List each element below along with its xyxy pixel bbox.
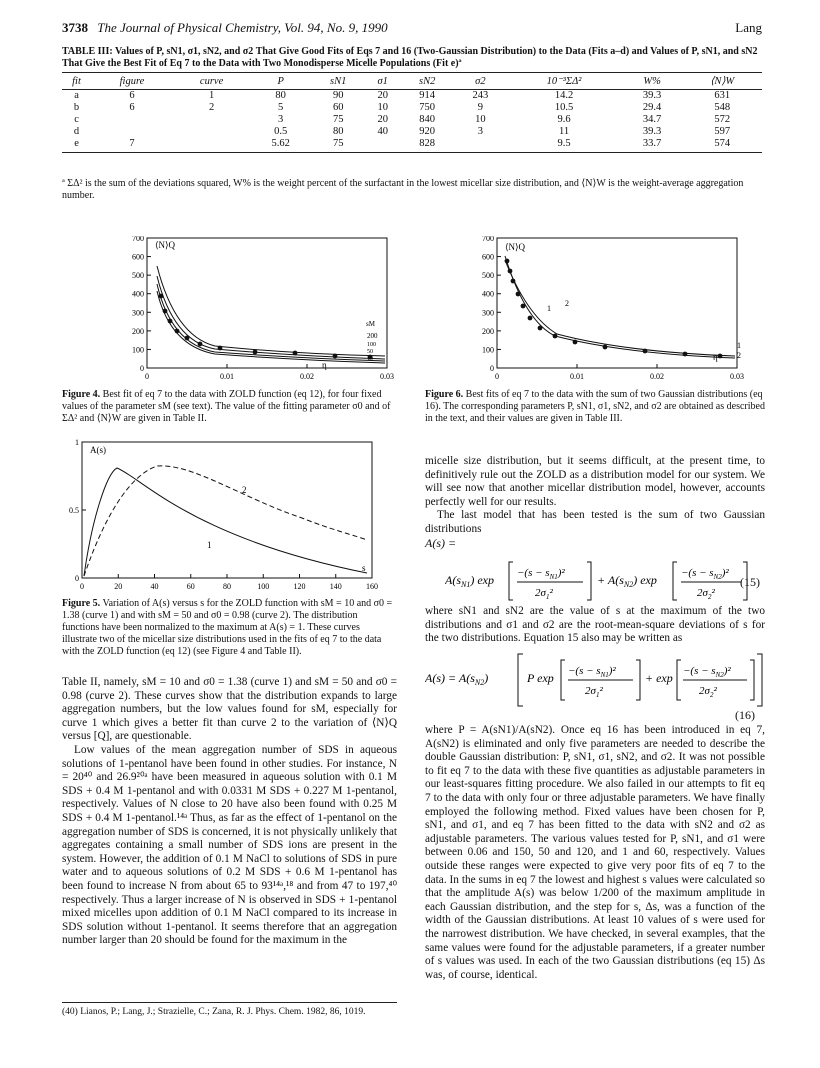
table-cell: 10 — [475, 114, 486, 125]
table-cell: e — [62, 138, 91, 153]
table-cell: 5.62 — [250, 138, 311, 153]
figure-4-ytick-label: 700 — [132, 236, 144, 243]
table-cell: 80 — [332, 126, 344, 137]
figure-5-caption-text: Variation of A(s) versus s for the ZOLD function with sM = 10 and σ0 = 1.38 (curve 1) and with sM = 50 and σ0 = 0.98 (curve 2). The distribution functions have been normalized to the maximum at A(s) = 1. These curves illustrate two of the micellar size distributions used in the fits of eq 7 to the data with the ZOLD function (eq 12) (see Figure 4 and Table II). — [62, 598, 393, 657]
table-cell: 33.7 — [622, 138, 683, 153]
svg-text:2σ2²: $2\sigma_2^2$ — [697, 587, 715, 601]
table-cell: 574 — [683, 138, 762, 153]
table-cell — [173, 138, 250, 153]
right-paragraph-3: where sN1 and sN2 are the value of s at the maximum of the two distributions and σ1 and σ2 are the root-mean-square deviations of s for the two distributions. Equation 15 also may be written as — [425, 605, 765, 645]
figure-4-plot — [95, 236, 395, 386]
figure-5-caption-label: Figure 5. — [62, 598, 101, 609]
svg-text:P exp: P exp — [527, 671, 554, 685]
figure-5-xtick-label: 80 — [223, 582, 231, 591]
figure-4-curve-50 — [157, 284, 385, 361]
figure-6-right-label-1: 1 — [737, 341, 741, 350]
svg-text:2σ2²: $2\sigma_2^2$ — [699, 685, 717, 699]
figure-4-xtick-label: 0.01 — [220, 372, 234, 381]
figure-4-caption-text: Best fit of eq 7 to the data with ZOLD function (eq 12), for four fixed values of the parameter sM (see text). The value of the fitting parameter σ0 and of ΣΔ² and ⟨N⟩W are given in Table II. — [62, 389, 391, 424]
table-cell: 7 — [91, 138, 173, 153]
table-cell: 11 — [558, 126, 570, 137]
table-cell — [365, 138, 400, 153]
figure-6-plot — [465, 236, 765, 386]
figure-5-label-2: 2 — [242, 485, 247, 495]
figure-6-ytick-label: 200 — [482, 326, 494, 336]
table-cell — [173, 114, 250, 126]
figure-4-xvar: η — [322, 360, 327, 370]
table-header-cell: fit — [62, 73, 91, 90]
table-cell: d — [73, 126, 80, 137]
figure-6-ytick-label: 300 — [482, 308, 494, 318]
table-cell: 9 — [477, 102, 483, 113]
figure-5-curve-2 — [84, 466, 367, 576]
figure-6-ytick-label: 400 — [482, 289, 494, 299]
figure-6-ytick-label: 100 — [482, 345, 494, 355]
table-row — [62, 114, 762, 126]
table-header-cell: σ2 — [454, 73, 506, 90]
table-cell: 6 — [129, 90, 135, 101]
figure-4-xtick-label: 0.03 — [380, 372, 394, 381]
figure-5-ytick-label: 0 — [75, 574, 79, 583]
footnote-rule — [62, 1002, 397, 1003]
figure-5-label-1: 1 — [207, 540, 212, 550]
figure-4-caption-label: Figure 4. — [62, 389, 101, 400]
figure-4-curve-10 — [157, 291, 385, 363]
figure-5-xtick-label: 120 — [293, 582, 306, 591]
table-cell: 40 — [377, 126, 388, 137]
table-cell: 597 — [714, 126, 731, 137]
table-cell: 14.2 — [554, 90, 574, 101]
table-cell: 0.5 — [274, 126, 288, 137]
table-cell: 75 — [332, 114, 344, 125]
table-cell: 243 — [472, 90, 489, 101]
table-cell: 3 — [477, 126, 483, 137]
figure-6-curve-2 — [505, 260, 735, 356]
table-header-cell: 10⁻³ΣΔ² — [506, 73, 621, 90]
table-cell: 548 — [714, 102, 731, 113]
figure-6-ytick-label: 700 — [482, 236, 494, 243]
figure-5-ylabel: A(s) — [90, 445, 106, 455]
figure-5-xtick-label: 40 — [150, 582, 159, 591]
table-header-cell: sN2 — [400, 73, 454, 90]
figure-5-ytick-label: 0.5 — [69, 506, 79, 515]
table-cell: 3 — [278, 114, 284, 125]
svg-text:−(s − sN2)²: $-(s - s_{N2})^2$ — [681, 567, 729, 581]
figure-6-ytick-label: 500 — [482, 271, 494, 281]
figure-5-caption — [62, 598, 397, 658]
table-cell: a — [74, 90, 79, 101]
figure-5-xtick-label: 140 — [329, 582, 342, 591]
table-cell: 20 — [377, 114, 388, 125]
figure-4-svg — [95, 236, 395, 386]
table-cell: 34.7 — [642, 114, 662, 125]
table-cell: 9.6 — [557, 114, 571, 125]
left-column-text — [62, 676, 397, 948]
table-row — [62, 126, 762, 138]
table-cell — [173, 126, 250, 138]
equation-15-svg — [445, 556, 765, 606]
figure-5-xtick-label: 0 — [80, 582, 84, 591]
svg-text:−(s − sN1)²: $-(s - s_{N1})^2$ — [568, 665, 616, 679]
equation-15-lhs: A(s) = — [425, 536, 457, 550]
svg-text:−(s − sN1)²: $-(s - s_{N1})^2$ — [517, 567, 565, 581]
svg-text:A(s) = A(sN2): $A(s) = A(s_{N2})$ — [425, 671, 489, 687]
equation-15-number: (15) — [740, 575, 760, 589]
figure-4-ytick-label: 400 — [132, 289, 144, 299]
equation-16 — [425, 652, 765, 708]
right-paragraph-4: where P = A(sN1)/A(sN2). Once eq 16 has been introduced in eq 7, A(sN2) is eliminated and only five parameters are needed to describe the double Gaussian distribution: P, sN1, σ1, sN2, and σ2. It was not possible to fit eq 7 to the data with these five quantities as adjustable parameters in our least-squares fitting procedure. We also failed in our attempts to fit eq 7 to the data with only four or three adjustable parameters. We have finally employed the following method. Fixed values have been chosen for P, sN1, and σ1, and eq 7 has been fitted to the data with sN2 and σ2 as adjustable parameters. The various values tested for P, sN1, and σ1 were between 0.06 and 150, 50 and 120, and 1 and 60, respectively. Values outside these ranges were expected to give very poor fits of eq 7 to the data. In the sums in eq 7 the lowest and highest s values were calculated so that the amplitude A(s) was below 1/200 of the maximum amplitude in each Gaussian distribution, and the step for s, Δs, was a function of the width of the Gaussian distributions. At least 10 values of s were used for the narrowest distribution. We have checked, in several examples, that the same values were found for the adjustable parameters, if a greater number of s values was used. In each of the two Gaussian distributions (eq 15) Δs was, of course, identical. — [425, 724, 765, 981]
table-header-cell: sN1 — [311, 73, 365, 90]
table-header-cell: curve — [173, 73, 250, 90]
figure-4-ytick-label: 600 — [132, 252, 144, 262]
footnote: (40) Lianos, P.; Lang, J.; Strazielle, C.; Zana, R. J. Phys. Chem. 1982, 86, 1019. — [62, 1007, 366, 1017]
table-cell: 572 — [714, 114, 731, 125]
table-cell: c — [74, 114, 79, 125]
table-cell: 6 — [129, 102, 135, 113]
right-column-top — [425, 455, 765, 537]
table-row — [62, 90, 762, 103]
figure-4-xtick-label: 0 — [145, 372, 149, 381]
table-cell: 80 — [275, 90, 286, 101]
right-paragraph-2: The last model that has been tested is the sum of two Gaussian distributions — [425, 509, 765, 535]
figure-6-curve-1 — [505, 256, 735, 358]
figure-5-xtick-label: 20 — [114, 582, 123, 591]
figure-4-ytick-label: 0 — [140, 364, 144, 373]
table-cell: b — [73, 102, 80, 113]
table-cell: 828 — [400, 138, 454, 153]
page-header — [62, 20, 762, 36]
table-header-cell: ⟨N⟩W — [683, 73, 762, 90]
left-paragraph-1: Table II, namely, sM = 10 and σ0 = 1.38 (curve 1) and sM = 50 and σ0 = 0.98 (curve 2). These curves show that the distribution expands to large aggregation numbers, but the low values found for sM, especially for curve 1 which gives a better fit than curve 2 to the variation of ⟨N⟩Q versus [Q], are questionable. — [62, 676, 397, 743]
table-body — [62, 90, 762, 153]
equation-16-svg — [425, 652, 765, 708]
equation-15 — [445, 556, 765, 606]
table-cell: 1 — [208, 90, 215, 101]
table-cell: 9.5 — [506, 138, 621, 153]
figure-6-svg — [465, 236, 765, 386]
svg-text:+ exp: + exp — [645, 671, 673, 685]
figure-5-xtick-label: 60 — [186, 582, 195, 591]
figure-4-ylabel: ⟨N⟩Q — [155, 240, 176, 250]
svg-text:−(s − sN2)²: $-(s - s_{N2})^2$ — [683, 665, 731, 679]
figure-5-xlabel: s — [362, 563, 366, 573]
figure-6-xtick-label: 0 — [495, 372, 499, 381]
table-cell: 29.4 — [642, 102, 662, 113]
table-row — [62, 102, 762, 114]
figure-5-curve-1 — [84, 468, 367, 576]
figure-6-ylabel: ⟨N⟩Q — [505, 242, 526, 252]
table-header-row — [62, 73, 762, 90]
figure-6-right-label-2: 2 — [737, 351, 741, 360]
figure-6-xtick-label: 0.02 — [650, 372, 664, 381]
figure-6-label-2: 2 — [565, 299, 569, 308]
table-cell: 75 — [311, 138, 365, 153]
figure-6-caption — [425, 389, 765, 425]
table-footnote: ª ΣΔ² is the sum of the deviations squared, W% is the weight percent of the surfactant in the lowest micellar size distribution, and ⟨N⟩W is the weight-average aggregation number. — [62, 178, 744, 201]
figure-6-caption-label: Figure 6. — [425, 389, 464, 400]
journal-name: The Journal of Physical Chemistry, Vol. 94, No. 9, 1990 — [97, 20, 388, 35]
table-row — [62, 138, 762, 153]
figure-6-xvar: η — [713, 352, 718, 362]
equation-16-number: (16) — [735, 708, 755, 722]
table-cell: 2 — [208, 102, 215, 113]
right-column-bottom — [425, 724, 765, 982]
table-caption: TABLE III: Values of P, sN1, σ1, sN2, and σ2 That Give Good Fits of Eqs 7 and 16 (Two-Gaussian Distribution) to the Data (Fits a–d) and Values of P, sN1, and sN2 That Give the Best Fit of Eq 7 to the Data with Two Monodisperse Micelle Populations (Fit e)ª — [62, 46, 758, 69]
figure-6-ytick-label: 600 — [482, 252, 494, 262]
figure-5-xtick-label: 100 — [257, 582, 270, 591]
table-cell: 10.5 — [554, 102, 574, 113]
svg-text:A(sN1) exp: $A(s_{N1})$ exp — [445, 573, 494, 589]
table-cell: 20 — [377, 90, 388, 101]
figure-6-ytick-label: 0 — [490, 364, 494, 373]
table-cell: 39.3 — [642, 126, 662, 137]
figure-4-curve-100 — [157, 276, 385, 359]
table-cell — [454, 138, 506, 153]
figure-6-xtick-label: 0.03 — [730, 372, 744, 381]
figure-4-frame — [147, 238, 387, 368]
figure-4-label-50: 50 — [367, 349, 373, 355]
figure-5-ytick-label: 1 — [75, 438, 79, 447]
table-cell: 10 — [377, 102, 388, 113]
svg-text:2σ1²: $2\sigma_1^2$ — [585, 685, 603, 699]
table-iii — [62, 72, 762, 153]
table-cell: 60 — [332, 102, 344, 113]
figure-4-ytick-label: 500 — [132, 271, 144, 281]
figure-4-sm-label: sM — [366, 320, 375, 328]
table-cell: 914 — [419, 90, 436, 101]
table-header-cell: W% — [622, 73, 683, 90]
left-paragraph-2: Low values of the mean aggregation number of SDS in aqueous solutions of 1-pentanol have been found in other studies. For instance, N = 20⁴⁰ and 26.9²⁰ᵃ have been measured in aqueous solution with 0.1 M SDS + 0.4 M 1-pentanol and with 0.0331 M SDS + 0.227 M 1-pentanol, respectively. Values of N close to 20 have also been found with 0.25 M SDS + 0.4 M 1-pentanol.¹⁴ᵃ Thus, as far as the effect of 1-pentanol on the aggregation number of SDS is concerned, it is not physically unlikely that aggregates containing a small number of SDS ions are present in the system. However, the addition of 0.1 M NaCl to solutions of SDS in pure water and to aqueous solutions of 0.2 M SDS + 0.6 M 1-pentanol has been found to increase N from about 65 to 93¹⁴ᵃ,¹⁸ and from 47 to 197,⁴⁰ respectively. Thus a larger increase of N is observed in SDS + 1-pentanol mixed micelles upon addition of 0.1 M NaCl compared to its increase in SDS solution without 1-pentanol. It seems therefore that an aggregation number larger than 20 should be found for the maximum in the — [62, 743, 397, 947]
figure-6-data-points — [505, 259, 723, 359]
table-cell — [91, 126, 173, 138]
svg-text:+ A(sN2) exp: + $A(s_{N2})$ exp — [597, 573, 657, 589]
table-cell: 920 — [419, 126, 436, 137]
right-paragraph-1: micelle size distribution, but it seems difficult, at the present time, to definitively rule out the ZOLD as a distribution model for our system. We will see now that another micellar distribution model, however, accounts perfectly well for our results. — [425, 455, 765, 508]
figure-5-plot — [62, 438, 402, 598]
table-cell: 631 — [714, 90, 731, 101]
table-header-cell: σ1 — [365, 73, 400, 90]
figure-6-label-1: 1 — [547, 304, 551, 313]
figure-4-ytick-label: 100 — [132, 345, 144, 355]
figure-4-xtick-label: 0.02 — [300, 372, 314, 381]
table-cell: 840 — [419, 114, 436, 125]
table-header-cell: figure — [91, 73, 173, 90]
figure-5-svg — [62, 438, 402, 598]
figure-6-xtick-label: 0.01 — [570, 372, 584, 381]
figure-4-label-100: 100 — [367, 342, 376, 348]
table-cell: 5 — [278, 102, 284, 113]
svg-text:2σ1²: $2\sigma_1^2$ — [535, 587, 553, 601]
author-running-head: Lang — [735, 20, 762, 35]
figure-4-caption — [62, 389, 397, 425]
table-cell — [91, 114, 173, 126]
figure-4-label-10: 10 — [367, 356, 373, 362]
figure-4-data-points — [159, 294, 373, 360]
table-header-cell: P — [250, 73, 311, 90]
table-cell: 750 — [419, 102, 436, 113]
table-cell: 39.3 — [642, 90, 662, 101]
table-cell: 90 — [332, 90, 344, 101]
figure-4-ytick-label: 300 — [132, 308, 144, 318]
page-number: 3738 — [62, 20, 88, 35]
figure-4-ytick-label: 200 — [132, 326, 144, 336]
right-column-mid — [425, 605, 765, 646]
figure-5-xtick-label: 160 — [366, 582, 378, 591]
figure-5-frame — [82, 442, 372, 578]
figure-4-label-200: 200 — [367, 332, 378, 340]
figure-6-caption-text: Best fits of eq 7 to the data with the sum of two Gaussian distributions (eq 16). The corresponding parameters P, sN1, σ1, sN2, and σ2 are obtained as described in the text, and their values are given in Table III. — [425, 389, 765, 424]
